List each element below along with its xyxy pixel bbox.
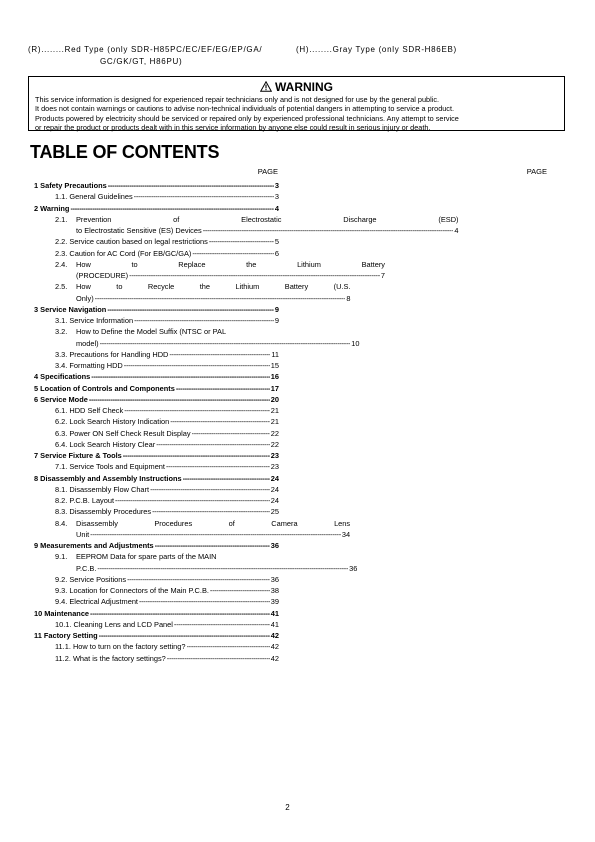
toc-entry[interactable] (34, 484, 279, 495)
toc-entry-title: 8.3. Disassembly Procedures (55, 507, 152, 517)
dot-leader (123, 450, 270, 461)
warning-text (29, 94, 564, 132)
toc-entry[interactable] (34, 495, 279, 506)
toc-entry[interactable] (34, 259, 385, 282)
toc-entry-title: How to Recycle the Lithium Battery (U.S. (76, 282, 351, 292)
warning-line: It does not contain warnings or cautions to advise non-technical individuals of potential dangers in attempting to service a product. (35, 104, 455, 114)
toc-entry-title: 11.2. What is the factory settings? (55, 653, 166, 663)
dot-leader (152, 506, 270, 517)
toc-entry[interactable] (34, 281, 351, 304)
dot-leader (174, 619, 270, 630)
warning-line: Products powered by electricity should be serviced or repaired only by experienced professional technicians. Any attempt to service (35, 113, 459, 123)
toc-entry-title-cont: Only) (76, 293, 94, 303)
dot-leader (187, 641, 270, 652)
dot-leader (124, 360, 270, 371)
toc-entry-title: 6.2. Lock Search History Indication (55, 417, 170, 427)
toc-entry-title: 3.1. Service Information (55, 316, 134, 325)
dot-leader (100, 338, 351, 349)
warning-title: WARNING (275, 80, 333, 94)
toc-section[interactable] (34, 383, 279, 394)
dot-leader (170, 416, 270, 427)
toc-entry-number: 2.4. (55, 259, 68, 269)
toc-section[interactable] (34, 630, 279, 641)
dot-leader (90, 529, 341, 540)
toc-section[interactable] (34, 371, 279, 382)
toc-entry-title: How to Replace the Lithium Battery (76, 259, 385, 269)
toc-entry-title: 6.3. Power ON Self Check Result Display (55, 428, 191, 438)
toc-entry[interactable] (34, 461, 279, 472)
dot-leader (108, 180, 274, 191)
toc-entry-title: 8.1. Disassembly Flow Chart (55, 484, 150, 494)
toc-entry-title: 8.2. P.C.B. Layout (55, 496, 115, 505)
toc-entry-title: Disassembly Procedures of Camera Lens (76, 518, 351, 528)
toc-entry-title: 6.1. HDD Self Check (55, 406, 124, 415)
toc-entry-title-cont: model) (76, 338, 99, 348)
toc-entry-title-cont: P.C.B. (76, 563, 97, 573)
toc-entry-page: 25 (270, 507, 279, 517)
dot-leader (192, 428, 270, 439)
page-column-header: PAGE (257, 167, 278, 176)
toc-entry-page: 39 (270, 597, 279, 607)
toc-entry-title: 2.2. Service caution based on legal restrictions (55, 237, 208, 247)
toc-entry-page: 23 (270, 462, 279, 472)
toc-entry-page: 36 (270, 541, 279, 550)
toc-entry-page: 24 (270, 484, 279, 494)
toc-entry[interactable] (34, 518, 351, 541)
toc-entry-page: 16 (270, 372, 279, 382)
toc-entry-title: 3.4. Formatting HDD (55, 361, 123, 370)
toc-entry[interactable] (34, 326, 360, 349)
toc-entry-title: How to Define the Model Suffix (NTSC or PAL (76, 327, 227, 337)
dot-leader (115, 495, 270, 506)
toc-entry-page: 9 (274, 304, 279, 314)
dot-leader (139, 596, 270, 607)
toc-entry-page: 41 (270, 619, 279, 629)
gray-type-label: (H)........Gray Type (only SDR-H86EB) (296, 45, 457, 54)
toc-entry-number: 9.1. (55, 552, 68, 562)
dot-leader (124, 405, 270, 416)
toc-entry-page: 8 (346, 293, 351, 303)
dot-leader (89, 394, 270, 405)
warning-line: This service information is designed for experienced repair technicians only and is not designed for use by the general public. (35, 95, 439, 104)
toc-entry[interactable] (34, 191, 279, 202)
dot-leader (90, 608, 270, 619)
dot-leader (70, 203, 273, 214)
toc-entry-title: 11 Factory Setting (34, 631, 98, 640)
red-type-label: (R)........Red Type (only SDR-H85PC/EC/EF/EG/EP/GA/ (28, 45, 263, 54)
toc-entry[interactable] (34, 315, 279, 326)
toc-section[interactable] (34, 450, 279, 461)
toc-entry-page: 42 (270, 653, 279, 663)
toc-entry-title: 6 Service Mode (34, 394, 88, 404)
toc-entry[interactable] (34, 349, 279, 360)
toc-entry-title: 5 Location of Controls and Components (34, 383, 175, 393)
toc-entry-title: 4 Specifications (34, 372, 91, 382)
toc-entry-title: 1 Safety Precautions (34, 181, 107, 190)
toc-section[interactable] (34, 608, 279, 619)
toc-entry[interactable] (34, 619, 279, 630)
toc-entry-title: 10 Maintenance (34, 608, 90, 618)
toc-entry[interactable] (34, 428, 279, 439)
toc-entry-number: 8.4. (55, 518, 68, 528)
toc-entry[interactable] (34, 214, 459, 237)
toc-section[interactable] (34, 394, 279, 405)
warning-heading (29, 80, 564, 94)
toc-entry-title-cont: to Electrostatic Sensitive (ES) Devices (76, 226, 202, 235)
toc-entry-page: 24 (270, 496, 279, 505)
dot-leader (99, 630, 270, 641)
toc-section[interactable] (34, 473, 279, 484)
toc-entry-page: 3 (274, 192, 279, 202)
toc-entry-page: 4 (454, 226, 459, 235)
dot-leader (156, 439, 270, 450)
dot-leader (169, 349, 270, 360)
toc-entry-page: 5 (274, 237, 279, 247)
dot-leader (95, 293, 346, 304)
toc-entry-title: 11.1. How to turn on the factory setting? (55, 642, 186, 652)
dot-leader (97, 563, 348, 574)
page-number: 2 (285, 803, 290, 812)
toc-entry-page: 6 (274, 248, 279, 258)
toc-entry-page: 23 (270, 451, 279, 460)
dot-leader (127, 574, 270, 585)
dot-leader (134, 315, 274, 326)
model-type-legend (28, 44, 548, 68)
toc-entry-title: 9.3. Location for Connectors of the Main P.C.B. (55, 586, 209, 595)
toc-entry[interactable] (34, 439, 279, 450)
toc-entry-title-cont: Unit (76, 529, 90, 539)
warning-line: or repair the product or products dealt with in this service information by anyone else could result in serious injury or death. (35, 122, 431, 132)
dot-leader (192, 248, 274, 259)
toc-entry-title: 2 Warning (34, 203, 70, 213)
toc-entry-title: 9 Measurements and Adjustments (34, 541, 154, 550)
toc-entry-title: 2.3. Caution for AC Cord (For EB/GC/GA) (55, 248, 192, 258)
toc-section[interactable] (34, 304, 279, 315)
toc-entry[interactable] (34, 551, 358, 574)
dot-leader (203, 225, 454, 236)
toc-entry-title: 9.4. Electrical Adjustment (55, 597, 138, 607)
toc-entry-page: 41 (270, 608, 279, 618)
toc-entry-number: 2.1. (55, 214, 68, 224)
toc-entry-title: 3 Service Navigation (34, 304, 107, 314)
warning-triangle-icon (260, 81, 272, 92)
toc-entry[interactable] (34, 360, 279, 371)
toc-title: TABLE OF CONTENTS (30, 142, 220, 162)
toc-entry[interactable] (34, 416, 279, 427)
dot-leader (150, 484, 270, 495)
toc-entry-title: Prevention of Electrostatic Discharge (ESD) (76, 214, 459, 224)
toc-entry-title: EEPROM Data for spare parts of the MAIN (76, 552, 217, 562)
toc-entry-page: 42 (270, 642, 279, 652)
toc-section[interactable] (34, 203, 279, 214)
toc-section[interactable] (34, 540, 279, 551)
toc-entry-page: 21 (270, 406, 279, 415)
dot-leader (107, 304, 274, 315)
toc-entry-page: 4 (274, 203, 279, 213)
toc-entry-page: 10 (351, 338, 360, 348)
toc-entry-page: 42 (270, 631, 279, 640)
toc-entry[interactable] (34, 653, 279, 664)
toc-entry-title: 1.1. General Guidelines (55, 192, 133, 202)
dot-leader (167, 653, 270, 664)
toc-section[interactable] (34, 180, 279, 191)
dot-leader (210, 585, 270, 596)
dot-leader (166, 461, 270, 472)
toc-entry-page: 38 (270, 586, 279, 595)
dot-leader (129, 270, 380, 281)
red-type-label-cont: GC/GK/GT, H86PU) (100, 57, 183, 66)
toc-entry-page: 7 (380, 271, 385, 280)
dot-leader (183, 473, 270, 484)
toc-entry[interactable] (34, 596, 279, 607)
toc-entry[interactable] (34, 641, 279, 652)
toc-entry-page: 11 (271, 349, 279, 359)
toc-entry-number: 2.5. (55, 282, 68, 292)
warning-box (28, 76, 565, 131)
dot-leader (134, 191, 274, 202)
toc-entry-title-cont: (PROCEDURE) (76, 271, 129, 280)
dot-leader (91, 371, 269, 382)
toc-entry[interactable] (34, 585, 279, 596)
toc-list (34, 180, 459, 664)
toc-entry-page: 21 (270, 417, 279, 427)
toc-entry-page: 9 (274, 316, 279, 325)
toc-entry-page: 24 (270, 473, 279, 483)
dot-leader (176, 383, 270, 394)
toc-entry-title: 7.1. Service Tools and Equipment (55, 462, 165, 472)
toc-entry-title: 10.1. Cleaning Lens and LCD Panel (55, 619, 173, 629)
toc-entry-number: 3.2. (55, 327, 68, 337)
toc-entry-title: 8 Disassembly and Assembly Instructions (34, 473, 182, 483)
toc-entry[interactable] (34, 248, 279, 259)
toc-entry-page: 34 (341, 529, 351, 539)
toc-entry[interactable] (34, 506, 279, 517)
toc-entry[interactable] (34, 236, 279, 247)
toc-entry-title: 9.2. Service Positions (55, 574, 127, 584)
dot-leader (155, 540, 270, 551)
toc-entry-page: 15 (270, 361, 279, 370)
toc-entry-page: 22 (270, 428, 279, 438)
toc-entry-title: 6.4. Lock Search History Clear (55, 439, 156, 449)
dot-leader (209, 236, 274, 247)
toc-entry-page: 20 (270, 394, 279, 404)
toc-entry-page: 17 (270, 383, 279, 393)
toc-entry-title: 3.3. Precautions for Handling HDD (55, 349, 169, 359)
toc-entry-page: 36 (270, 574, 279, 584)
toc-entry-page: 36 (349, 563, 358, 573)
toc-entry-title: 7 Service Fixture & Tools (34, 451, 122, 460)
toc-entry-page: 22 (270, 439, 279, 449)
toc-entry[interactable] (34, 574, 279, 585)
page-column-header-right: PAGE (526, 167, 547, 176)
toc-entry-page: 3 (274, 181, 279, 190)
toc-entry[interactable] (34, 405, 279, 416)
